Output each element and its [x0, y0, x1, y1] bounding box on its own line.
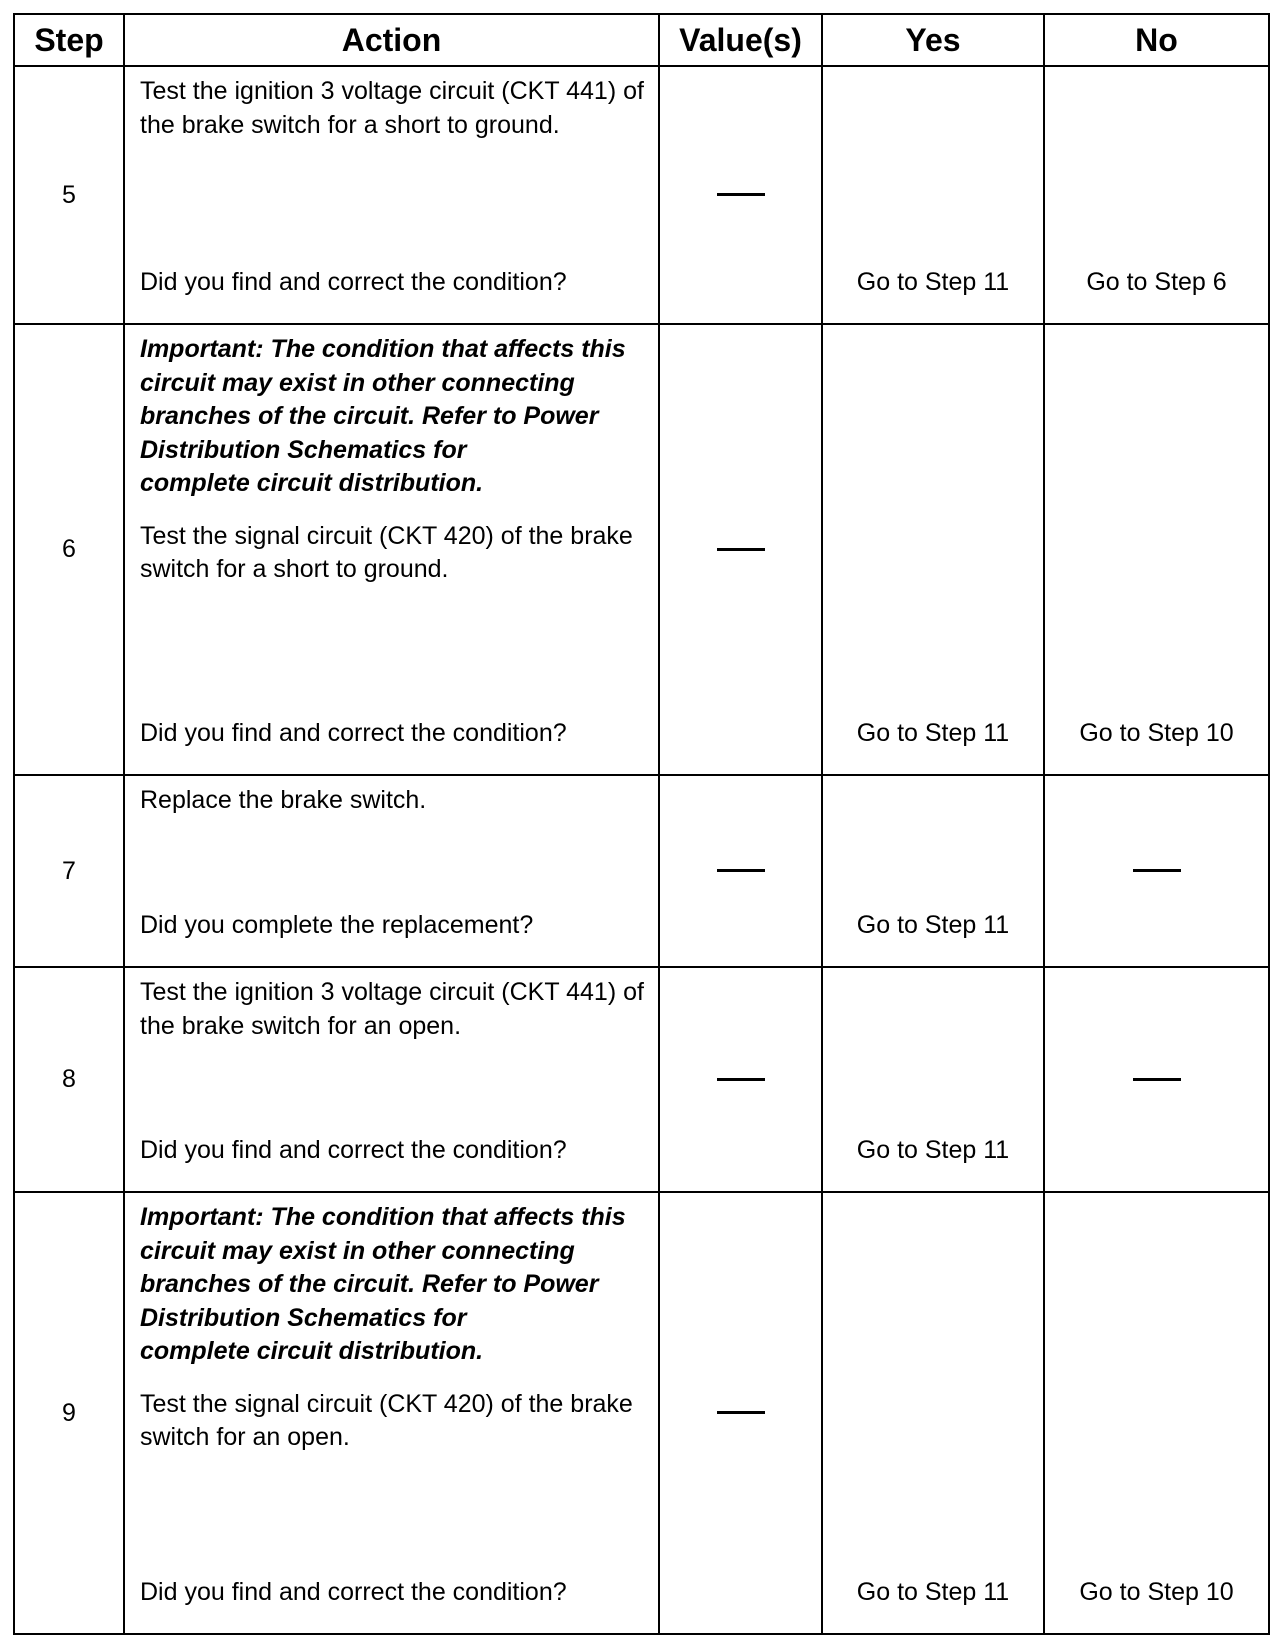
step-number: 9 — [14, 1192, 124, 1634]
no-cell — [1044, 66, 1269, 324]
no-goto: Go to Step 10 — [1079, 718, 1234, 747]
step-number: 6 — [14, 324, 124, 775]
action-text: Test the ignition 3 voltage circuit (CKT 441) of the brake switch for a short to ground. — [140, 77, 644, 139]
action-question: Did you find and correct the condition? — [140, 718, 567, 747]
header-no: No — [1044, 14, 1269, 66]
em-dash — [1133, 869, 1181, 872]
em-dash — [717, 869, 765, 872]
table-row — [14, 967, 1269, 1192]
header-step: Step — [14, 14, 124, 66]
em-dash — [717, 193, 765, 196]
yes-goto: Go to Step 11 — [856, 267, 1010, 296]
value-cell — [659, 324, 822, 775]
action-cell — [124, 324, 659, 775]
action-question: Did you find and correct the condition? — [140, 1577, 567, 1606]
no-cell — [1044, 324, 1269, 775]
important-note: Important: The condition that affects this circuit may exist in other connecting branches of the circuit. Refer to Power Distribution Schematics for complete circuit distribution. — [140, 1203, 626, 1365]
action-text: Test the signal circuit (CKT 420) of the brake switch for an open. — [140, 1389, 633, 1451]
table-row — [14, 775, 1269, 967]
no-cell — [1044, 1192, 1269, 1634]
action-cell — [124, 66, 659, 324]
value-cell — [659, 66, 822, 324]
value-cell — [659, 967, 822, 1192]
action-cell — [124, 775, 659, 967]
header-row — [14, 14, 1269, 66]
no-cell — [1044, 967, 1269, 1192]
header-yes: Yes — [822, 14, 1044, 66]
yes-cell — [822, 66, 1044, 324]
em-dash — [717, 1411, 765, 1414]
header-values: Value(s) — [659, 14, 822, 66]
value-cell — [659, 1192, 822, 1634]
no-goto: Go to Step 6 — [1086, 267, 1227, 296]
no-goto: Go to Step 10 — [1079, 1577, 1234, 1606]
action-question: Did you complete the replacement? — [140, 910, 534, 939]
em-dash — [717, 1078, 765, 1081]
action-text: Test the ignition 3 voltage circuit (CKT 441) of the brake switch for an open. — [140, 978, 644, 1040]
diagnostic-table — [13, 13, 1270, 1635]
yes-goto: Go to Step 11 — [856, 910, 1010, 939]
em-dash — [717, 548, 765, 551]
yes-cell — [822, 775, 1044, 967]
em-dash — [1133, 1078, 1181, 1081]
table-row — [14, 1192, 1269, 1634]
important-note: Important: The condition that affects this circuit may exist in other connecting branches of the circuit. Refer to Power Distribution Schematics for complete circuit distribution. — [140, 335, 626, 497]
step-number: 8 — [14, 967, 124, 1192]
yes-cell — [822, 324, 1044, 775]
yes-cell — [822, 967, 1044, 1192]
yes-goto: Go to Step 11 — [856, 1135, 1010, 1164]
no-cell — [1044, 775, 1269, 967]
action-text: Replace the brake switch. — [140, 786, 427, 814]
value-cell — [659, 775, 822, 967]
table-row — [14, 324, 1269, 775]
table-row — [14, 66, 1269, 324]
step-number: 7 — [14, 775, 124, 967]
action-cell — [124, 967, 659, 1192]
yes-cell — [822, 1192, 1044, 1634]
yes-goto: Go to Step 11 — [856, 1577, 1010, 1606]
action-question: Did you find and correct the condition? — [140, 1135, 567, 1164]
header-action: Action — [124, 14, 659, 66]
action-text: Test the signal circuit (CKT 420) of the brake switch for a short to ground. — [140, 521, 633, 583]
yes-goto: Go to Step 11 — [856, 718, 1010, 747]
action-question: Did you find and correct the condition? — [140, 267, 567, 296]
action-cell — [124, 1192, 659, 1634]
step-number: 5 — [14, 66, 124, 324]
